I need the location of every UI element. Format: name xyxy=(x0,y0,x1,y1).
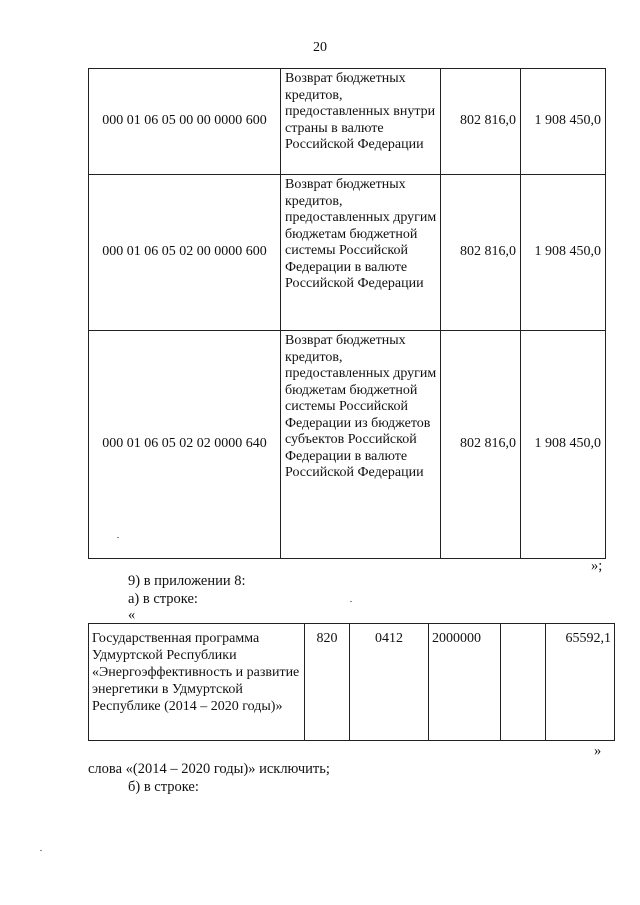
closing-quote-mark: »; xyxy=(591,558,603,574)
budget-credits-table xyxy=(88,68,606,559)
amount-cell: 1 908 450,0 xyxy=(521,175,606,331)
description-cell: Возврат бюджетных кредитов, предоставленных другим бюджетам бюджетной системы Российской Федерации из бюджетов субъектов Российской Федерации в валюте Российской Федерации xyxy=(281,331,441,559)
budget-code-cell: 000 01 06 05 02 00 0000 600 xyxy=(89,175,281,331)
table-row xyxy=(89,69,606,175)
target-code-cell: 2000000 xyxy=(429,624,501,741)
program-name-cell: Государственная программа Удмуртской Республики «Энергоэффективность и развитие энергетики в Удмуртской Республике (2014 – 2020 годы)» xyxy=(89,624,305,741)
instruction-text: слова «(2014 – 2020 годы)» исключить; xyxy=(88,761,330,777)
budget-code-cell: 000 01 06 05 00 00 0000 600 xyxy=(89,69,281,175)
amount-cell: 802 816,0 xyxy=(441,175,521,331)
amount-cell: 802 816,0 xyxy=(441,331,521,559)
section-code-cell: 0412 xyxy=(350,624,429,741)
closing-quote-mark: » xyxy=(594,743,602,759)
description-cell: Возврат бюджетных кредитов, предоставленных внутри страны в валюте Российской Федерации xyxy=(281,69,441,175)
table-row xyxy=(89,175,606,331)
budget-code-cell: 000 01 06 05 02 02 0000 640 xyxy=(89,331,281,559)
scan-speck xyxy=(350,601,352,602)
item-b-text: б) в строке: xyxy=(128,779,199,795)
scan-speck xyxy=(40,850,42,851)
amount-cell: 802 816,0 xyxy=(441,69,521,175)
scan-speck xyxy=(117,537,119,538)
amount-cell: 1 908 450,0 xyxy=(521,331,606,559)
amount-cell: 1 908 450,0 xyxy=(521,69,606,175)
table-row xyxy=(89,331,606,559)
table-row xyxy=(89,624,615,741)
page-number: 20 xyxy=(313,40,327,55)
item-9-heading: 9) в приложении 8: xyxy=(128,573,246,589)
opening-quote-mark: « xyxy=(128,607,136,623)
description-cell: Возврат бюджетных кредитов, предоставленных другим бюджетам бюджетной системы Российской Федерации в валюте Российской Федерации xyxy=(281,175,441,331)
expense-type-cell xyxy=(501,624,546,741)
item-a-text: а) в строке: xyxy=(128,591,198,607)
amount-cell: 65592,1 xyxy=(546,624,615,741)
ministry-code-cell: 820 xyxy=(305,624,350,741)
program-table xyxy=(88,623,615,741)
